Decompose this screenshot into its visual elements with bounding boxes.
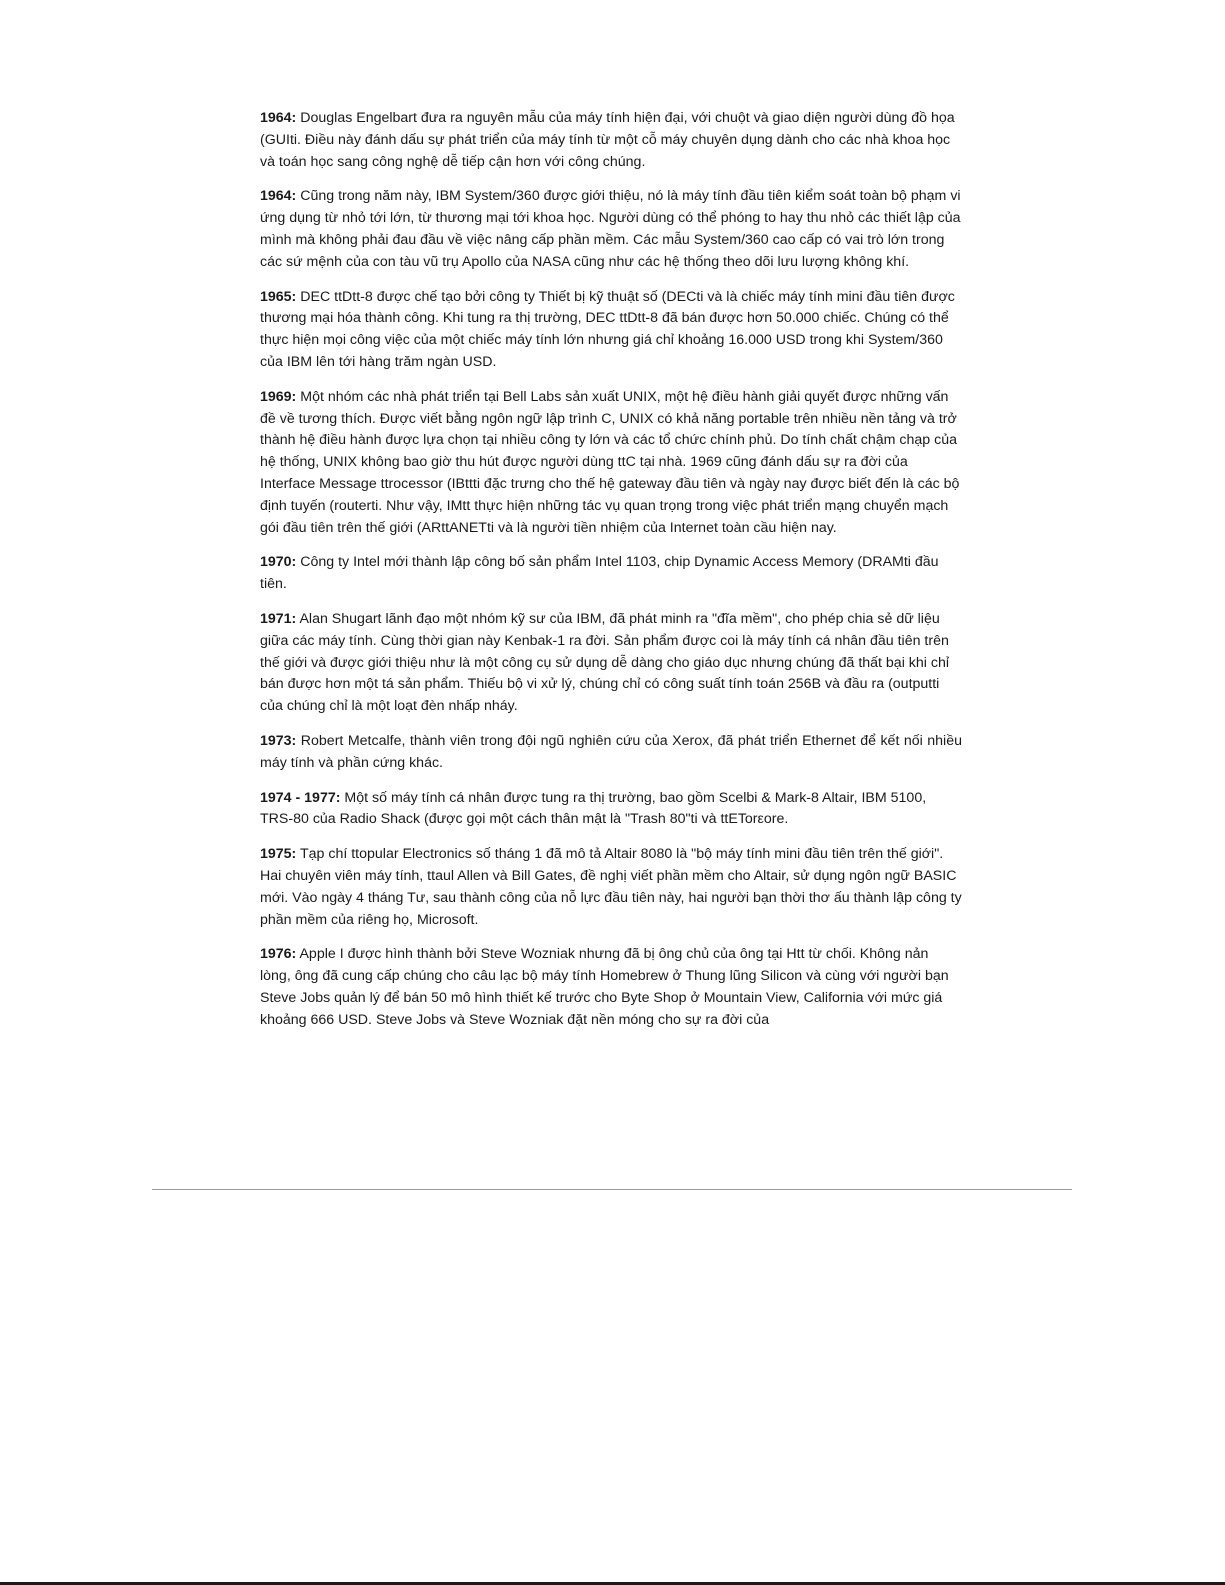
- paragraph-text: DEC ttDtt-8 được chế tạo bởi công ty Thiết bị kỹ thuật số (DECti và là chiếc máy tính mini đầu tiên được thương mại hóa thành công. Khi tung ra thị trường, DEC ttDtt-8 đã bán được hơn 50.000 chiếc. Chúng có thể thực hiện mọi công việc của một chiếc máy tính lớn nhưng giá chỉ khoảng 16.000 USD trong khi System/360 của IBM lên tới hàng trăm ngàn USD.: [260, 288, 955, 370]
- paragraph-text: Một số máy tính cá nhân được tung ra thị trường, bao gồm Scelbi & Mark-8 Altair, IBM 5100, TRS-80 của Radio Shack (được gọi một cách thân mật là "Trash 80"ti và ttETorεore.: [260, 789, 927, 828]
- paragraph-text: Apple I được hình thành bởi Steve Wozniak nhưng đã bị ông chủ của ông tại Htt từ chối. Không nản lòng, ông đã cung cấp chúng cho câu lạc bộ máy tính Homebrew ở Thung lũng Silicon và cùng với người bạn Steve Jobs quản lý để bán 50 mô hình thiết kế trước cho Byte Shop ở Mountain View, California với mức giá khoảng 666 USD. Steve Jobs và Steve Wozniak đặt nền móng cho sự ra đời của: [260, 946, 949, 1028]
- paragraph-text: Alan Shugart lãnh đạo một nhóm kỹ sư của IBM, đã phát minh ra "đĩa mềm", cho phép chia sẻ dữ liệu giữa các máy tính. Cùng thời gian này Kenbak-1 ra đời. Sản phẩm được coi là máy tính cá nhân đầu tiên trên thế giới và được giới thiệu như là một công cụ sử dụng dễ dàng cho giáo dục nhưng chúng đã thất bại khi chỉ bán được hơn một tá sản phẩm. Thiếu bộ vi xử lý, chúng chỉ có công suất tính toán 256B và đầu ra (outputti của chúng chỉ là một loạt đèn nhấp nháy.: [260, 610, 950, 715]
- timeline-paragraph-1976: [260, 944, 962, 1031]
- year-label: 1970:: [260, 554, 297, 571]
- timeline-paragraph-1969: [260, 387, 962, 540]
- paragraph-text: Cũng trong năm này, IBM System/360 được giới thiệu, nó là máy tính đầu tiên kiểm soát toàn bộ phạm vi ứng dụng từ nhỏ tới lớn, từ thương mại tới khoa học. Người dùng có thể phóng to hay thu nhỏ các thiết lập của mình mà không phải đau đầu về việc nâng cấp phần mềm. Các mẫu System/360 cao cấp có vai trò lớn trong các sứ mệnh của con tàu vũ trụ Apollo của NASA cũng như các hệ thống theo dõi lưu lượng không khí.: [260, 188, 961, 270]
- paragraph-text: Công ty Intel mới thành lập công bố sản phẩm Intel 1103, chip Dynamic Access Memory (DRAMti đầu tiên.: [260, 554, 939, 593]
- paragraph-text: Robert Metcalfe, thành viên trong đội ngũ nghiên cứu của Xerox, đã phát triển Ethernet để kết nối nhiều máy tính và phần cứng khác.: [260, 732, 962, 771]
- year-label: 1965:: [260, 288, 297, 305]
- paragraph-text: Tạp chí ttopular Electronics số tháng 1 đã mô tả Altair 8080 là "bộ máy tính mini đầu tiên trên thế giới". Hai chuyên viên máy tính, ttaul Allen và Bill Gates, đề nghị viết phần mềm cho Altair, sử dụng ngôn ngữ BASIC mới. Vào ngày 4 tháng Tư, sau thành công của nỗ lực đầu tiên này, hai người bạn thời thơ ấu thành lập công ty phần mềm của riêng họ, Microsoft.: [260, 846, 962, 928]
- paragraph-text: Một nhóm các nhà phát triển tại Bell Labs sản xuất UNIX, một hệ điều hành giải quyết được những vấn đề về tương thích. Được viết bằng ngôn ngữ lập trình C, UNIX có khả năng portable trên nhiều nền tảng và trở thành hệ điều hành được lựa chọn tại nhiều công ty lớn và các tổ chức chính phủ. Do tính chất chậm chạp của hệ thống, UNIX không bao giờ thu hút được người dùng ttC tại nhà. 1969 cũng đánh dấu sự ra đời của Interface Message ttrocessor (IBttti đặc trưng cho thế hệ gateway đầu tiên và ngày nay được biết đến là các bộ định tuyến (routerti. Như vậy, IMtt thực hiện những tác vụ quan trọng trong việc phát triển mạng chuyển mạch gói đầu tiên trên thế giới (ARttANETti và là người tiền nhiệm của Internet toàn cầu hiện nay.: [260, 388, 960, 536]
- timeline-paragraph-1970: [260, 552, 962, 596]
- year-label: 1974 - 1977:: [260, 789, 341, 806]
- timeline-paragraph-1964-ibm: [260, 186, 962, 273]
- year-label: 1964:: [260, 188, 297, 205]
- timeline-paragraph-1973: [260, 731, 962, 775]
- year-label: 1971:: [260, 610, 297, 627]
- year-label: 1976:: [260, 946, 297, 963]
- timeline-paragraph-1975: [260, 844, 962, 931]
- year-label: 1964:: [260, 110, 297, 126]
- paragraph-text: Douglas Engelbart đưa ra nguyên mẫu của máy tính hiện đại, với chuột và giao diện người dùng đồ họa (GUIti. Điều này đánh dấu sự phát triển của máy tính từ một cỗ máy chuyên dụng dành cho các nhà khoa học và toán học sang công nghệ dễ tiếp cận hơn với công chúng.: [260, 110, 955, 170]
- year-label: 1975:: [260, 846, 297, 863]
- year-label: 1969:: [260, 388, 297, 405]
- document-body: [260, 108, 962, 1044]
- timeline-paragraph-1971: [260, 609, 962, 718]
- timeline-paragraph-1965: [260, 287, 962, 374]
- timeline-paragraph-1974-1977: [260, 788, 962, 832]
- page-divider: [152, 1189, 1072, 1190]
- year-label: 1973:: [260, 732, 297, 749]
- timeline-paragraph-1964-engelbart: [260, 108, 962, 173]
